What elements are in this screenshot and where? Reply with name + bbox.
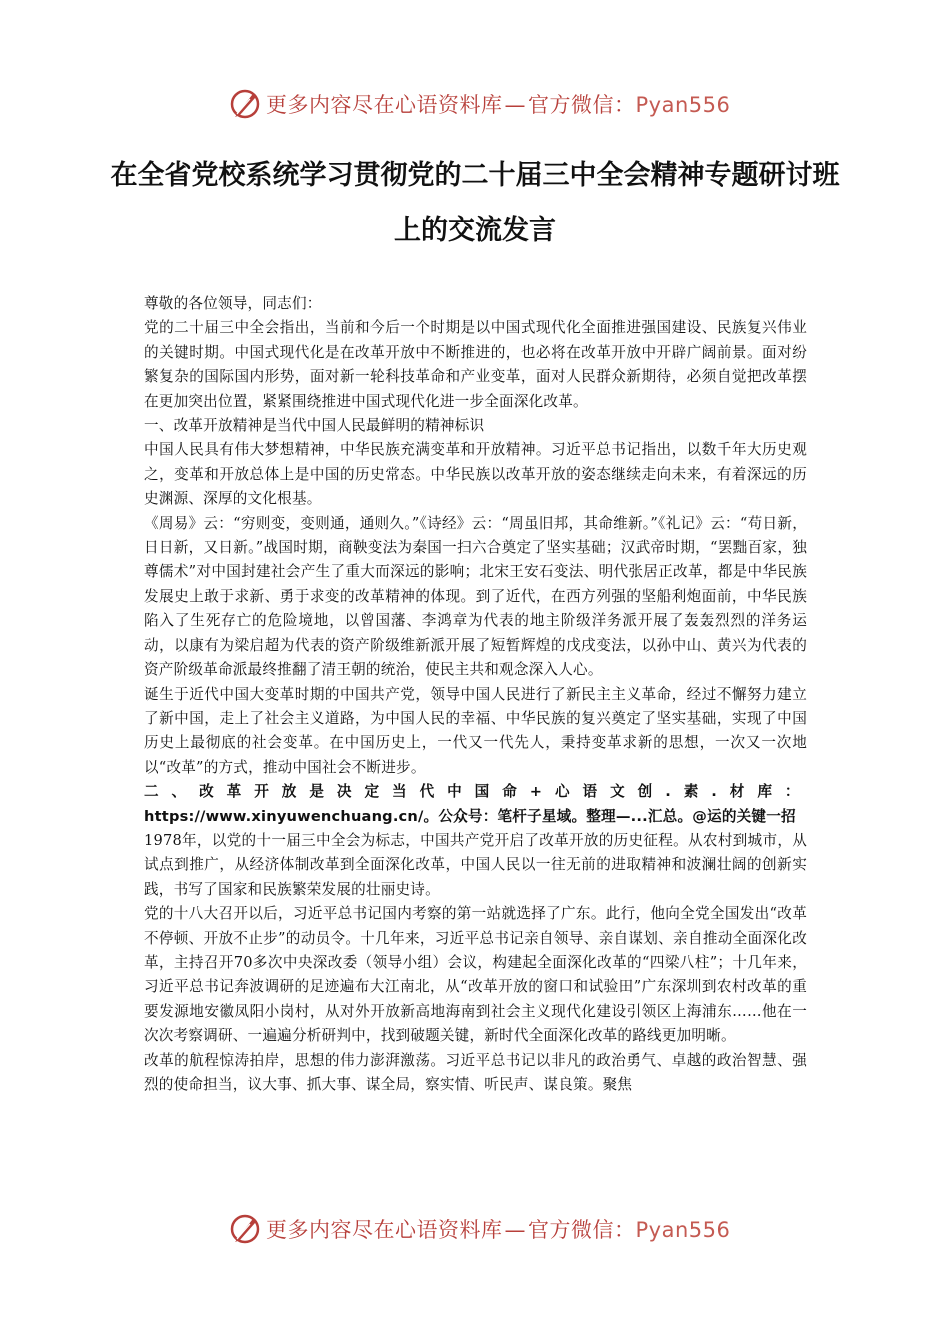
banner-separator: —: [504, 93, 526, 117]
paragraph: 党的十八大召开以后，习近平总书记国内考察的第一站就选择了广东。此行，他向全党全国发出“改革不停顿、开放不止步”的动员令。十几年来，习近平总书记亲自领导、亲自谋划、亲自推动全面深化改革，主持召开70多次中央深改委（领导小组）会议，构建起全面深化改革的“四梁八柱”；十几年来，习近平总书记奔波调研的足迹遍布大江南北，从“改革开放的窗口和试验田”广东深圳到农村改革的重要发源地安徽凤阳小岗村，从对外开放新高地海南到社会主义现代化建设引领区上海浦东……他在一次次考察调研、一遍遍分析研判中，找到破题关键，新时代全面深化改革的路线更加明晰。: [144, 905, 807, 1045]
document-body: [144, 292, 807, 1097]
section-heading-2-tail: https://www.xinyuwenchuang.cn/。公众号：笔杆子星域。整理—...汇总。@运的关键一招: [144, 807, 796, 825]
section-heading-2-lead: 二、改革开放是决定当代中国命+心语文创.素.材库：: [144, 783, 807, 801]
section-heading-2: [144, 780, 807, 829]
quill-feather-icon: [228, 1212, 262, 1246]
section-heading-1: 一、改革开放精神是当代中国人民最鲜明的精神标识: [144, 417, 485, 435]
paragraph: 《周易》云：“穷则变，变则通，通则久。”《诗经》云：“周虽旧邦，其命维新。”《礼记》云：“苟日新，日日新，又日新。”战国时期，商鞅变法为秦国一扫六合奠定了坚实基础；汉武帝时期，“罢黜百家，独尊儒术”对中国封建社会产生了重大而深远的影响；北宋王安石变法、明代张居正改革，都是中华民族发展史上敢于求新、勇于求变的改革精神的体现。到了近代，在西方列强的坚船利炮面前，中华民族陷入了生死存亡的危险境地，以曾国藩、李鸿章为代表的地主阶级洋务派开展了轰轰烈烈的洋务运动，以康有为梁启超为代表的资产阶级维新派开展了短暂辉煌的戊戌变法，以孙中山、黄兴为代表的资产阶级革命派最终推翻了清王朝的统治，使民主共和观念深入人心。: [144, 514, 807, 679]
banner-separator: —: [504, 1218, 526, 1242]
paragraph: 1978年，以党的十一届三中全会为标志，中国共产党开启了改革开放的历史征程。从农村到城市，从试点到推广，从经济体制改革到全面深化改革，中国人民以一往无前的进取精神和波澜壮阔的创新实践，书写了国家和民族繁荣发展的壮丽史诗。: [144, 831, 807, 898]
banner-main-text: 更多内容尽在心语资料库: [266, 1218, 503, 1242]
paragraph: 中国人民具有伟大梦想精神，中华民族充满变革和开放精神。习近平总书记指出，以数千年大历史观之，变革和开放总体上是中国的历史常态。中华民族以改革开放的姿态继续走向未来，有着深远的历史渊源、深厚的文化根基。: [144, 441, 807, 508]
salutation: 尊敬的各位领导，同志们：: [144, 295, 322, 312]
banner-official-label: 官方微信：: [528, 1218, 636, 1242]
banner-wechat-id: Pyan556: [635, 93, 731, 117]
banner-official-label: 官方微信：: [528, 93, 636, 117]
banner-wechat-id: Pyan556: [635, 1218, 731, 1242]
paragraph: 改革的航程惊涛拍岸，思想的伟力澎湃激荡。习近平总书记以非凡的政治勇气、卓越的政治智慧、强烈的使命担当，议大事、抓大事、谋全局，察实情、听民声、谋良策。聚焦: [144, 1051, 807, 1093]
document-title: 在全省党校系统学习贯彻党的二十届三中全会精神专题研讨班上的交流发言: [110, 160, 840, 246]
paragraph-intro: 党的二十届三中全会指出，当前和今后一个时期是以中国式现代化全面推进强国建设、民族复兴伟业的关键时期。中国式现代化是在改革开放中不断推进的，也必将在改革开放中开辟广阔前景。面对纷繁复杂的国际国内形势，面对新一轮科技革命和产业变革，面对人民群众新期待，必须自觉把改革摆在更加突出位置，紧紧围绕推进中国式现代化进一步全面深化改革。: [144, 319, 807, 410]
banner-main-text: 更多内容尽在心语资料库: [266, 93, 503, 117]
quill-feather-icon: [228, 87, 262, 121]
paragraph: 诞生于近代中国大变革时期的中国共产党，领导中国人民进行了新民主主义革命，经过不懈努力建立了新中国，走上了社会主义道路，为中国人民的幸福、中华民族的复兴奠定了坚实基础，实现了中国历史上最彻底的社会变革。在中国历史上，一代又一代先人，秉持变革求新的思想，一次又一次地以“改革”的方式，推动中国社会不断进步。: [144, 685, 807, 776]
footer-banner: [228, 1209, 731, 1249]
header-banner: [228, 84, 731, 124]
